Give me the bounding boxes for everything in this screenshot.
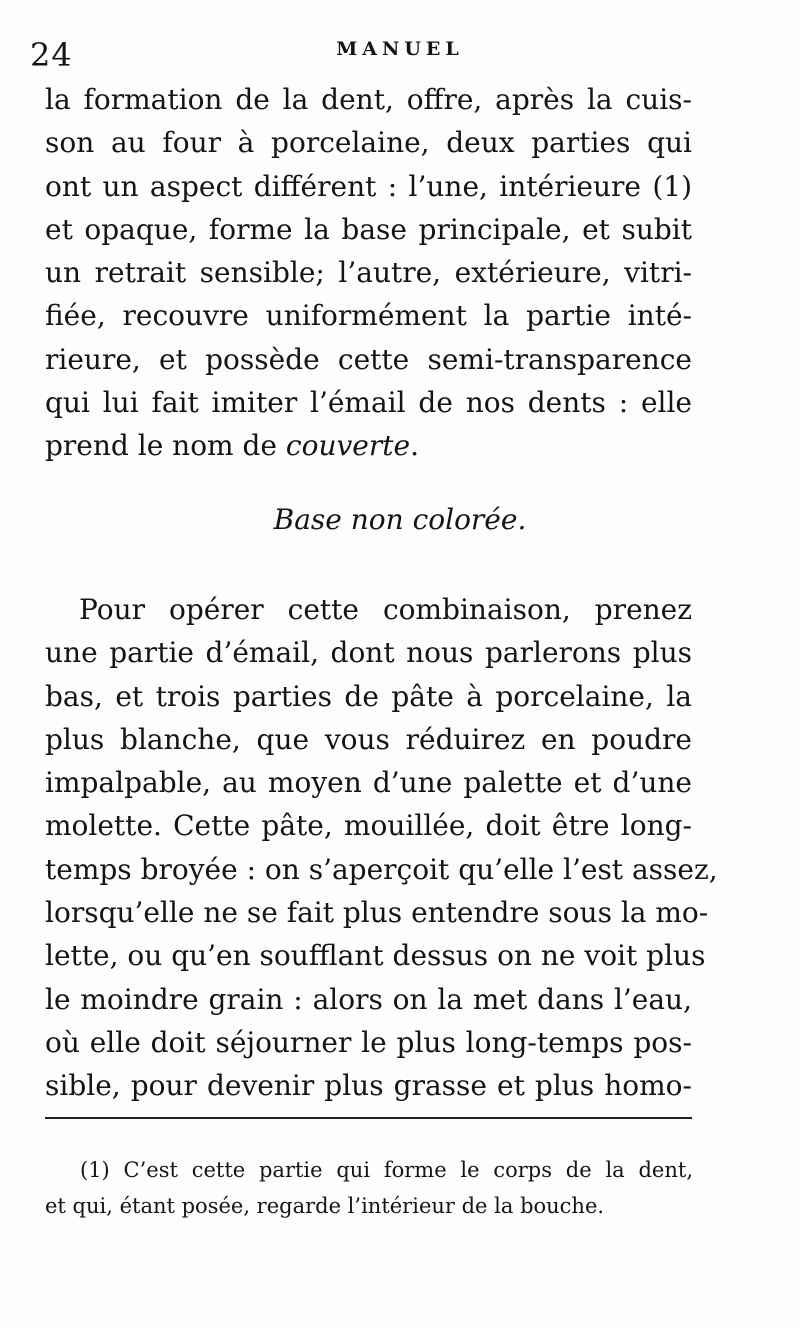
footnote-line: et qui, étant posée, regarde l’intérieur de la bouche.	[45, 1194, 605, 1218]
text-line: lorsqu’elle ne se fait plus entendre sous la mo-	[45, 896, 709, 930]
text-line: ont un aspect différent : l’une, intérieure (1)	[45, 169, 692, 203]
text-line: la formation de la dent, offre, après la cuis-	[45, 83, 692, 116]
paragraph-main	[45, 588, 718, 1108]
text-line: plus blanche, que vous réduirez en poudre	[45, 722, 692, 756]
text-line: temps broyée : on s’aperçoit qu’elle l’est assez,	[45, 852, 718, 886]
text-line: où elle doit séjourner le plus long-temps pos-	[45, 1025, 692, 1059]
text-line: qui lui fait imiter l’émail de nos dents : elle	[45, 386, 692, 420]
text-segment: prend le nom de	[45, 429, 286, 463]
text-line: impalpable, au moyen d’une palette et d’une	[45, 766, 692, 800]
text-line: le moindre grain : alors on la met dans l’eau,	[45, 982, 692, 1016]
text-line-last	[45, 424, 692, 467]
text-line: Pour opérer cette combinaison, prenez	[79, 593, 692, 626]
text-line: et opaque, forme la base principale, et subit	[45, 212, 692, 246]
italic-term: couverte	[285, 429, 411, 463]
text-line: lette, ou qu’en soufflant dessus on ne voit plus	[45, 939, 706, 973]
section-heading: Base non colorée.	[273, 503, 527, 536]
running-title: MANUEL	[336, 38, 464, 60]
footnote	[45, 1152, 693, 1224]
text-line: rieure, et possède cette semi-transparence	[45, 342, 692, 376]
text-line: sible, pour devenir plus grasse et plus homo-	[45, 1069, 692, 1103]
text-line: un retrait sensible; l’autre, extérieure, vitri-	[45, 256, 692, 290]
text-line: son au four à porcelaine, deux parties qui	[45, 126, 692, 160]
text-segment: .	[410, 429, 419, 463]
footnote-line: (1) C’est cette partie qui forme le corps de la dent,	[80, 1158, 693, 1182]
text-line: bas, et trois parties de pâte à porcelaine, la	[45, 679, 692, 713]
text-line: fiée, recouvre uniformément la partie inté-	[45, 299, 692, 333]
text-line: molette. Cette pâte, mouillée, doit être long-	[45, 809, 692, 843]
page-number: 24	[30, 36, 73, 74]
footnote-divider	[45, 1117, 692, 1119]
text-line: une partie d’émail, dont nous parlerons plus	[45, 636, 692, 670]
paragraph-continued	[45, 78, 692, 468]
